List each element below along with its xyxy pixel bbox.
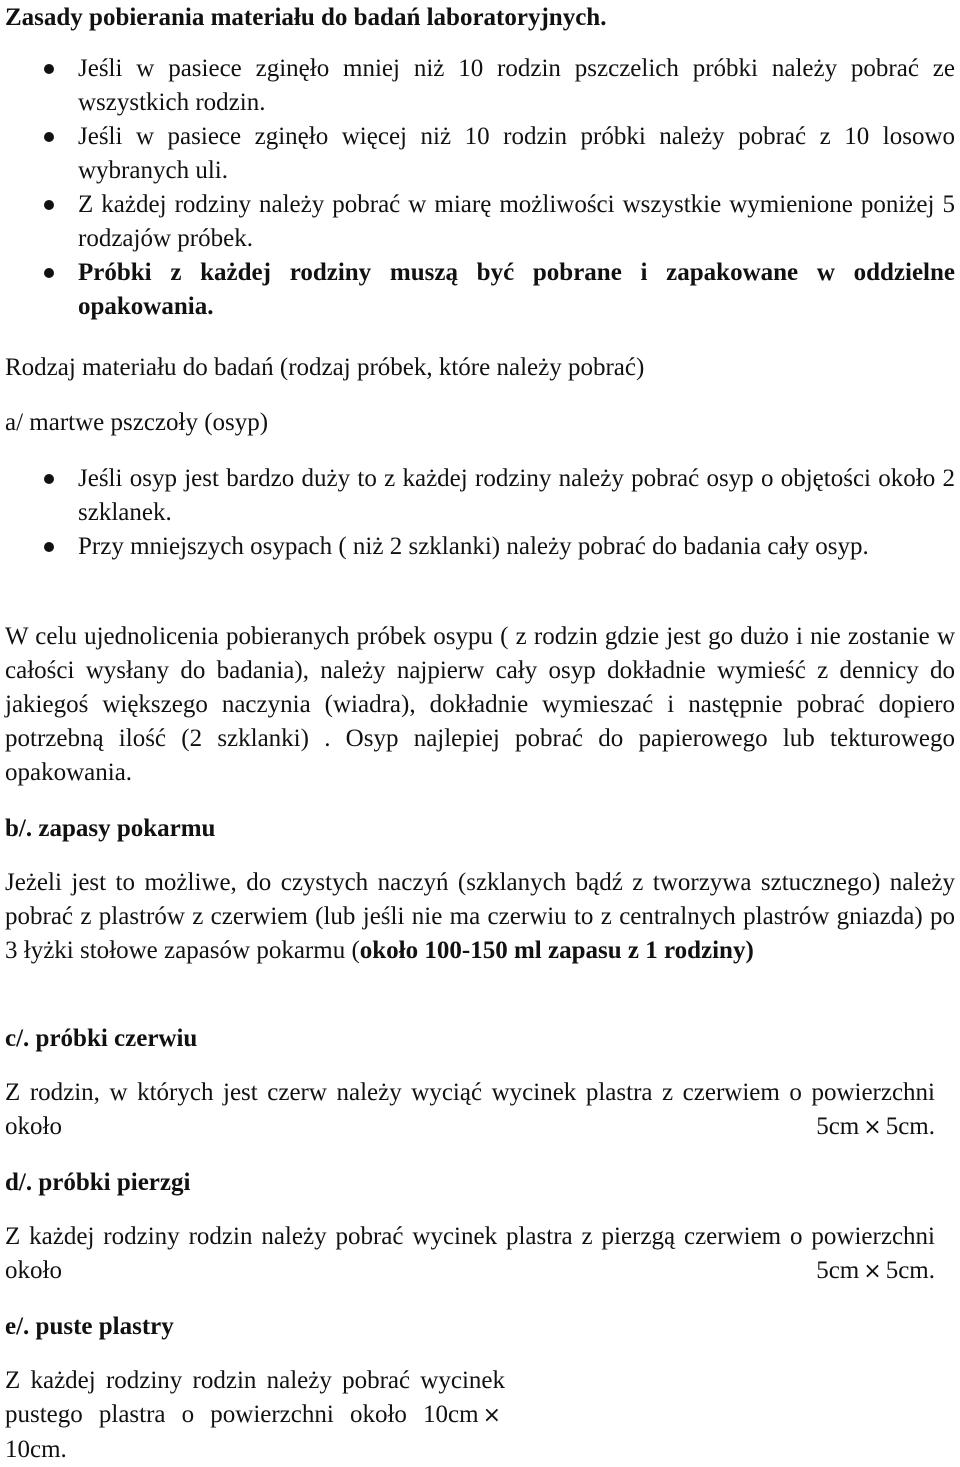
list-item: Jeśli osyp jest bardzo duży to z każdej rodziny należy pobrać osyp o objętości około 2 szklanek. (5, 462, 955, 530)
section-d-paragraph (5, 1220, 935, 1289)
section-e-text: Z każdej rodziny rodzin należy pobrać wycinek pustego plastra o powierzchni około 10cm (5, 1367, 505, 1428)
section-b-text: Jeżeli jest to możliwe, do czystych naczyń (szklanych bądź z tworzywa sztucznego) należy pobrać z plastrów z czerwiem (lub jeśli nie ma czerwiu to z centralnych plastrów gniazda) po 3 łyżki stołowe zapasów pokarmu ( (5, 869, 955, 964)
list-item: Przy mniejszych osypach ( niż 2 szklanki) należy pobrać do badania cały osyp. (5, 530, 955, 564)
material-heading: Rodzaj materiału do badań (rodzaj próbek, które należy pobrać) (5, 354, 645, 381)
section-e-paragraph (5, 1364, 505, 1467)
times-symbol: × (482, 1403, 501, 1428)
times-symbol: × (863, 1259, 882, 1284)
list-item: Jeśli w pasiece zginęło mniej niż 10 rodzin pszczelich próbki należy pobrać ze wszystkich rodzin. (5, 52, 955, 120)
list-item: Jeśli w pasiece zginęło więcej niż 10 rodzin próbki należy pobrać z 10 losowo wybranych uli. (5, 120, 955, 188)
section-e-heading: e/. puste plastry (5, 1313, 174, 1340)
section-d-dimension: 5cm. (885, 1257, 935, 1284)
section-d-text: Z każdej rodziny rodzin należy pobrać wycinek plastra z pierzgą czerwiem o powierzchni około 5cm (5, 1223, 935, 1284)
section-e-dimension: 10cm. (5, 1436, 67, 1463)
section-c-dimension: 5cm. (885, 1113, 935, 1140)
section-a-paragraph: W celu ujednolicenia pobieranych próbek osypu ( z rodzin gdzie jest go dużo i nie zostanie w całości wysłany do badania), należy najpierw cały osyp dokładnie wymieść z dennicy do jakiegoś większego naczynia (wiadra), dokładnie wymieszać i następnie pobrać dopiero potrzebną ilość (2 szklanki) . Osyp najlepiej pobrać do papierowego lub tekturowego opakowania. (5, 623, 955, 786)
section-c-paragraph (5, 1076, 935, 1145)
section-c-text: Z rodzin, w których jest czerw należy wyciąć wycinek plastra z czerwiem o powierzchni około 5cm (5, 1079, 935, 1140)
document-title: Zasady pobierania materiału do badań laboratoryjnych. (5, 4, 607, 31)
list-item: Z każdej rodziny należy pobrać w miarę możliwości wszystkie wymienione poniżej 5 rodzajów próbek. (5, 188, 955, 256)
intro-bullet-list (5, 52, 955, 324)
list-item: Próbki z każdej rodziny muszą być pobrane i zapakowane w oddzielne opakowania. (5, 256, 955, 324)
section-b-heading: b/. zapasy pokarmu (5, 815, 216, 842)
section-a-bullet-list (5, 462, 955, 564)
section-c-heading: c/. próbki czerwiu (5, 1025, 198, 1052)
times-symbol: × (863, 1115, 882, 1140)
section-d-heading: d/. próbki pierzgi (5, 1169, 191, 1196)
section-b-bold-text: około 100-150 ml zapasu z 1 rodziny) (359, 937, 754, 964)
section-a-heading: a/ martwe pszczoły (osyp) (5, 409, 269, 436)
section-b-paragraph (5, 866, 955, 968)
